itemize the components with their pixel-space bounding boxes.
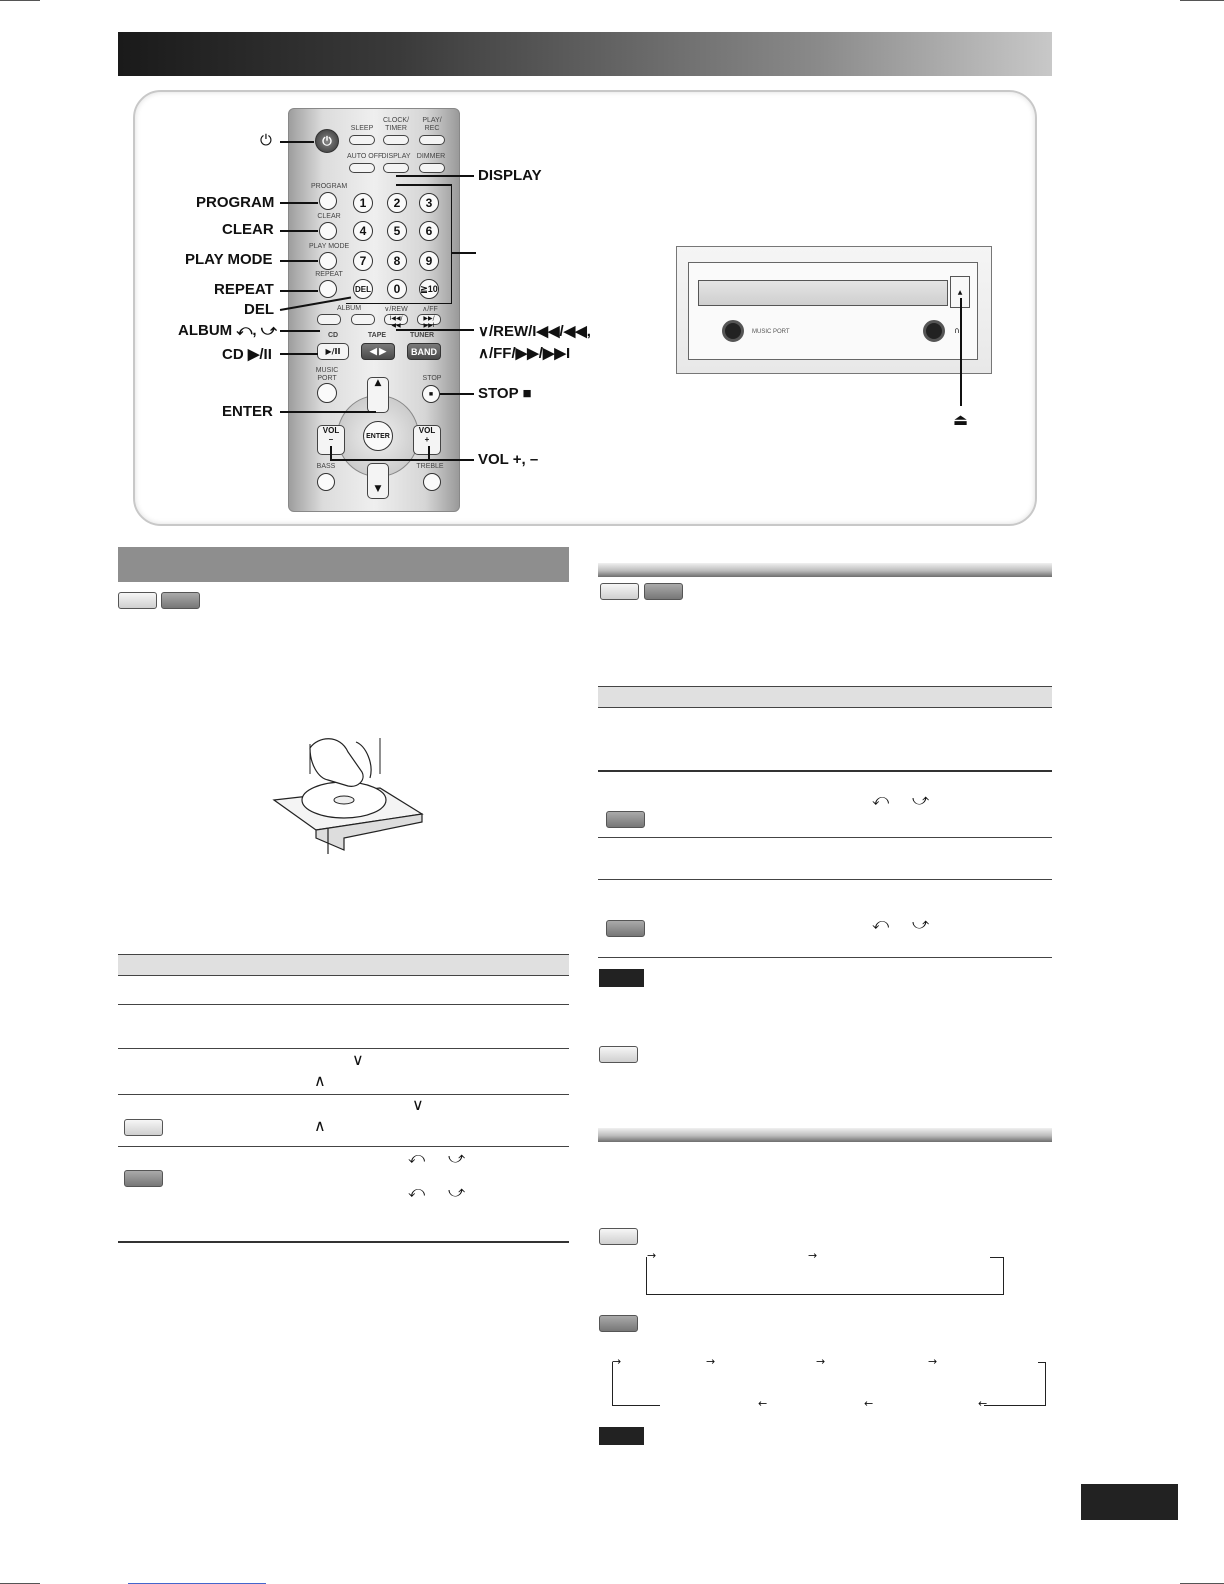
clear-callout: CLEAR: [222, 221, 274, 238]
program-callout: PROGRAM: [196, 194, 275, 211]
section-header-right-1: [598, 563, 1052, 577]
album-up-symbol: ⤻: [448, 1182, 466, 1201]
dimmer-button[interactable]: [419, 163, 445, 173]
bass-label-small: BASS: [316, 463, 336, 470]
vol-leader: [330, 459, 474, 461]
arrow-left-icon: ←: [864, 1397, 874, 1410]
album-up-symbol: ⤻: [912, 914, 930, 933]
disc-tag-dark: [606, 811, 645, 828]
auto-off-button[interactable]: [349, 163, 375, 173]
disc-tag-light: [599, 1046, 638, 1063]
left-table-line: [118, 1146, 569, 1147]
vol-leader-left: [330, 446, 332, 460]
clear-label-small: CLEAR: [317, 213, 341, 220]
left-table-header: [118, 954, 569, 976]
repeat-callout: REPEAT: [214, 281, 274, 298]
digit-0-button[interactable]: 0: [387, 279, 407, 299]
eject-leader: [960, 298, 962, 406]
play-mode-label-small: PLAY MODE: [309, 243, 350, 250]
arrow-right-icon: →: [706, 1355, 716, 1368]
cd-play-button[interactable]: ▶/II: [317, 343, 349, 360]
skip-leader: [396, 329, 474, 331]
vol-text: VOL: [322, 426, 340, 435]
ff-button[interactable]: ▶▶/▶▶I: [417, 314, 441, 325]
play-mode-callout: PLAY MODE: [185, 251, 273, 268]
program-button[interactable]: [319, 192, 337, 210]
flow-loop-2-bottom-left: [612, 1405, 660, 1406]
vol-text: VOL: [418, 426, 436, 435]
display-label-small: DISPLAY: [381, 153, 411, 160]
page-title-bar: [118, 32, 1052, 76]
rew-button[interactable]: I◀◀/◀◀: [384, 314, 408, 325]
arrow-right-icon: →: [808, 1249, 818, 1262]
clear-button[interactable]: [319, 222, 337, 240]
stop-label-small: STOP: [422, 375, 442, 382]
cd-play-leader: [280, 353, 318, 355]
ff-label-small: ∧/FF: [422, 306, 438, 313]
numeric-leader: [452, 252, 476, 254]
display-callout: DISPLAY: [478, 167, 542, 184]
disc-tag-dark: [606, 920, 645, 937]
repeat-button[interactable]: [319, 280, 337, 298]
arrow-right-icon: →: [647, 1249, 657, 1262]
disc-tag-light: [118, 592, 157, 609]
album-up-symbol: ⤻: [912, 790, 930, 809]
disc-tag-dark: [161, 592, 200, 609]
digit-6-button[interactable]: 6: [419, 221, 439, 241]
band-button[interactable]: BAND: [407, 343, 441, 360]
rew-label-small: ∨/REW: [384, 306, 408, 313]
stop-leader: [440, 393, 474, 395]
disc-tag-dark: [124, 1170, 163, 1187]
section-header-left: [118, 547, 569, 582]
digit-8-button[interactable]: 8: [387, 251, 407, 271]
bass-button[interactable]: [317, 473, 335, 491]
play-mode-button[interactable]: [319, 252, 337, 270]
clock-timer-button[interactable]: [383, 135, 409, 145]
music-port-button[interactable]: [317, 383, 337, 403]
flow-loop-1: [646, 1257, 1004, 1295]
album-label-small: ALBUM: [336, 305, 362, 312]
down-symbol: ∨: [412, 1095, 424, 1114]
left-table-line: [118, 1048, 569, 1049]
treble-label-small: TREBLE: [416, 463, 444, 470]
disc-tag-light: [124, 1119, 163, 1136]
auto-off-label: AUTO OFF: [347, 153, 383, 160]
eject-callout: ⏏: [953, 410, 969, 429]
vol-leader-right: [428, 446, 430, 460]
main-unit-front: [688, 262, 978, 360]
crop-mark: [0, 0, 40, 1]
program-leader: [280, 202, 318, 204]
play-rec-button[interactable]: [419, 135, 445, 145]
enter-callout: ENTER: [222, 403, 273, 420]
volume-callout: VOL +, –: [478, 451, 539, 468]
arrow-left-icon: ←: [978, 1397, 988, 1410]
disc-loading-illustration: [270, 734, 430, 854]
right-table-line: [598, 770, 1052, 772]
headphone-jack[interactable]: [923, 320, 945, 342]
album-down-symbol: ⤺: [872, 790, 890, 809]
eject-button[interactable]: ▲: [950, 276, 970, 308]
arrow-right-icon: →: [928, 1355, 938, 1368]
power-callout: ⏻: [260, 132, 272, 149]
cd-play-callout: CD ▶/II: [222, 346, 272, 363]
digit-10-plus-button[interactable]: ≧10: [419, 279, 439, 299]
vol-down-button[interactable]: VOL –: [317, 425, 345, 455]
album-down-button[interactable]: [317, 314, 341, 325]
down-symbol: ∨: [352, 1050, 364, 1069]
stop-callout: STOP ■: [478, 385, 532, 402]
music-port-jack[interactable]: [722, 320, 744, 342]
enter-leader: [280, 411, 376, 413]
album-leader: [280, 330, 320, 332]
note-badge: [599, 969, 644, 987]
flow-loop-2-bottom-right: [984, 1405, 1046, 1406]
display-button[interactable]: [383, 163, 409, 173]
display-leader: [396, 175, 474, 177]
program-label-small: PROGRAM: [311, 183, 348, 190]
disc-tag-dark: [599, 1315, 638, 1332]
tape-button[interactable]: ◀ ▶: [361, 343, 395, 360]
repeat-label-small: REPEAT: [315, 271, 343, 278]
tape-label-small: TAPE: [367, 332, 387, 339]
vol-up-button[interactable]: VOL +: [413, 425, 441, 455]
digit-1-button[interactable]: 1: [353, 193, 373, 213]
down-button[interactable]: ▼: [367, 463, 389, 499]
section-header-right-2: [598, 1128, 1052, 1142]
numeric-bracket-top: [396, 184, 452, 186]
crop-mark: [1180, 0, 1224, 1]
disc-tag-light: [600, 583, 639, 600]
digit-7-button[interactable]: 7: [353, 251, 373, 271]
headphone-icon: ∩: [954, 326, 960, 335]
cd-label-small: CD: [327, 332, 339, 339]
up-symbol: ∧: [314, 1116, 326, 1135]
left-table-bottom: [118, 1241, 569, 1243]
page-number-box: [1081, 1484, 1178, 1520]
skip-back-callout: ∨/REW/I◀◀/◀◀,: [478, 323, 591, 340]
power-button[interactable]: ⏻: [315, 129, 339, 153]
arrow-right-icon: →: [816, 1355, 826, 1368]
dimmer-label: DIMMER: [416, 153, 446, 160]
right-table-header: [598, 686, 1052, 708]
up-symbol: ∧: [314, 1071, 326, 1090]
left-table-line: [118, 1094, 569, 1095]
play-mode-leader: [280, 260, 318, 262]
tuner-label-small: TUNER: [409, 332, 435, 339]
digit-9-button[interactable]: 9: [419, 251, 439, 271]
digit-5-button[interactable]: 5: [387, 221, 407, 241]
album-down-symbol: ⤺: [408, 1148, 426, 1167]
numeric-bracket: [346, 184, 452, 304]
clear-leader: [280, 230, 318, 232]
album-callout: ALBUM ⤺, ⤻: [178, 322, 277, 339]
digit-2-button[interactable]: 2: [387, 193, 407, 213]
left-table-line: [118, 1004, 569, 1005]
flow-loop-2-top-right: [1038, 1362, 1046, 1363]
note-badge: [599, 1427, 644, 1445]
arrow-right-icon: →: [612, 1355, 622, 1368]
skip-fwd-callout: ∧/FF/▶▶/▶▶I: [478, 345, 571, 362]
album-up-button[interactable]: [351, 314, 375, 325]
right-table-line: [598, 879, 1052, 880]
disc-tag-dark: [644, 583, 683, 600]
power-leader: [280, 141, 314, 143]
play-rec-label: PLAY/ REC: [422, 117, 442, 132]
clock-timer-label: CLOCK/ TIMER: [382, 117, 410, 132]
album-down-symbol: ⤺: [408, 1182, 426, 1201]
album-down-symbol: ⤺: [872, 914, 890, 933]
sleep-label: SLEEP: [350, 125, 374, 132]
treble-button[interactable]: [423, 473, 441, 491]
album-up-symbol: ⤻: [448, 1148, 466, 1167]
digit-4-button[interactable]: 4: [353, 221, 373, 241]
flow-loop-1-top-right: [990, 1257, 1004, 1258]
disc-tag-light: [599, 1228, 638, 1245]
digit-3-button[interactable]: 3: [419, 193, 439, 213]
enter-button[interactable]: ENTER: [363, 421, 393, 451]
repeat-leader: [280, 290, 318, 292]
stop-button[interactable]: ■: [422, 385, 440, 403]
del-button[interactable]: DEL: [353, 279, 373, 299]
arrow-left-icon: ←: [758, 1397, 768, 1410]
music-port-text: MUSIC PORT: [752, 329, 790, 335]
right-table-line: [598, 837, 1052, 838]
right-table-bottom: [598, 957, 1052, 958]
disc-slot: [698, 280, 948, 306]
del-callout: DEL: [244, 301, 274, 318]
sleep-button[interactable]: [349, 135, 375, 145]
up-button[interactable]: ▲: [367, 377, 389, 413]
remote-control: [288, 108, 460, 512]
music-port-label-small: MUSIC PORT: [315, 367, 339, 382]
